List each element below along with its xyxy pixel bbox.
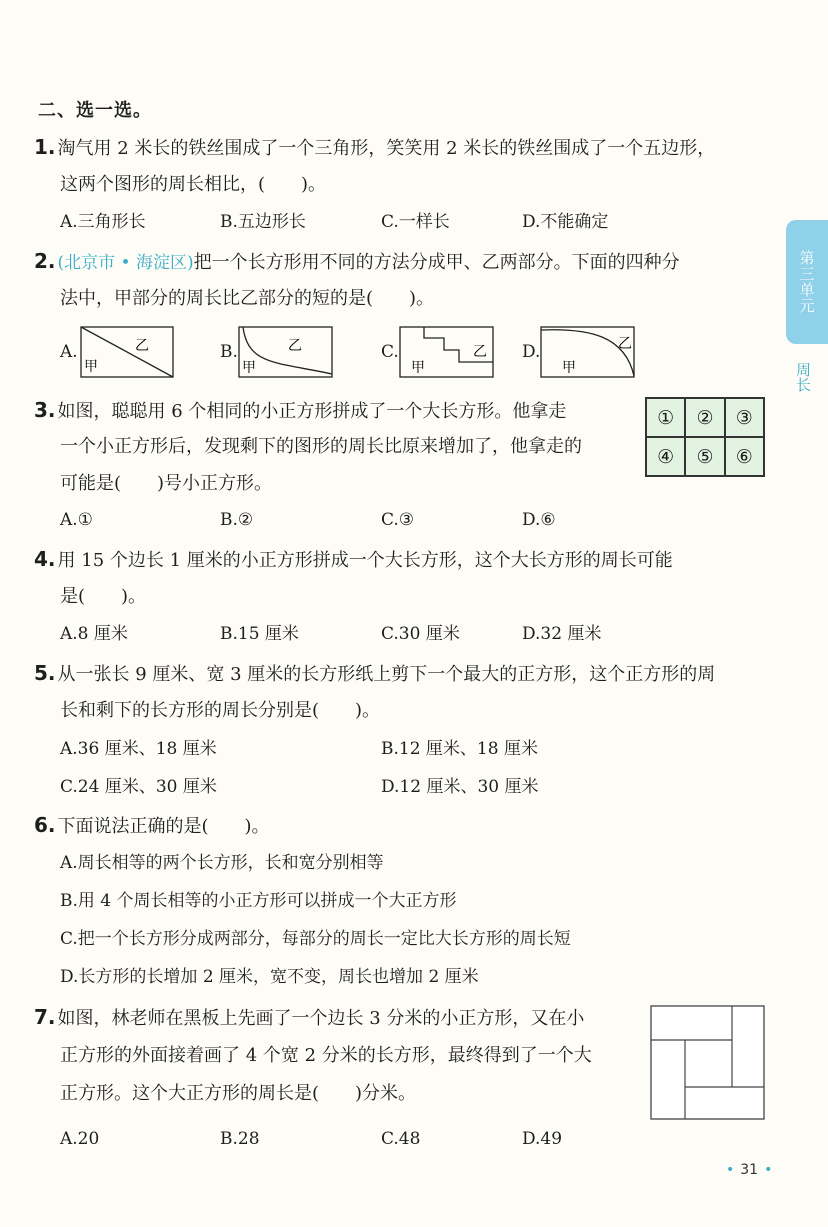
q6-option-a[interactable]: A.周长相等的两个长方形，长和宽分别相等 (60, 853, 384, 873)
q2d-yi-label: 乙 (618, 336, 632, 352)
q3-option-d[interactable]: D.⑥ (522, 510, 556, 530)
q2-option-d[interactable]: D. (522, 342, 541, 362)
q3-cell-5: ⑤ (685, 437, 724, 476)
q2-figure-d (540, 326, 636, 378)
q2-option-c[interactable]: C. (381, 342, 399, 362)
q6-option-d[interactable]: D.长方形的长增加 2 厘米，宽不变，周长也增加 2 厘米 (60, 967, 479, 987)
q7-option-c[interactable]: C.48 (381, 1129, 421, 1149)
q2b-yi-label: 乙 (288, 338, 302, 354)
q3-cell-2: ② (685, 398, 724, 437)
q5-line2: 长和剩下的长方形的周长分别是( )。 (60, 700, 381, 721)
q2-figure-a (80, 326, 175, 378)
q3-option-b[interactable]: B.② (220, 510, 254, 530)
q4-line1 (34, 547, 673, 573)
q7-line3: 正方形。这个大正方形的周长是( )分米。 (60, 1083, 417, 1104)
q7-option-a[interactable]: A.20 (60, 1129, 100, 1149)
q6-number: 6. (34, 813, 56, 837)
q6-text1: 下面说法正确的是( )。 (57, 816, 270, 837)
q2d-jia-label: 甲 (562, 360, 576, 376)
q4-text1: 用 15 个边长 1 厘米的小正方形拼成一个大长方形，这个大长方形的周长可能 (57, 550, 673, 571)
q3-cell-6: ⑥ (725, 437, 764, 476)
q2-option-a[interactable]: A. (60, 342, 78, 362)
q2-option-b[interactable]: B. (220, 342, 238, 362)
q1-option-c[interactable]: C.一样长 (381, 212, 450, 232)
unit-tab-label: 第三单元 (797, 250, 816, 314)
unit-tab[interactable] (786, 220, 828, 344)
q2-text1: 把一个长方形用不同的方法分成甲、乙两部分。下面的四种分 (193, 252, 680, 273)
q3-line2: 一个小正方形后，发现剩下的图形的周长比原来增加了，他拿走的 (60, 436, 582, 457)
page-dot-right: • (764, 1162, 773, 1178)
q7-square-figure (650, 1005, 766, 1121)
q2-source: (北京市 • 海淀区) (57, 253, 194, 273)
q1-option-a[interactable]: A.三角形长 (60, 212, 146, 232)
q1-option-d[interactable]: D.不能确定 (522, 212, 609, 232)
q3-number: 3. (34, 398, 56, 422)
q7-option-d[interactable]: D.49 (522, 1129, 563, 1149)
page-dot-left: • (726, 1162, 735, 1178)
q3-text1: 如图，聪聪用 6 个相同的小正方形拼成了一个大长方形。他拿走 (57, 401, 567, 422)
q5-option-b[interactable]: B.12 厘米、18 厘米 (381, 739, 538, 759)
q6-option-c[interactable]: C.把一个长方形分成两部分，每部分的周长一定比大长方形的周长短 (60, 929, 571, 949)
q4-option-d[interactable]: D.32 厘米 (522, 624, 602, 644)
q6-option-b[interactable]: B.用 4 个周长相等的小正方形可以拼成一个大正方形 (60, 891, 457, 911)
q4-option-b[interactable]: B.15 厘米 (220, 624, 299, 644)
q5-option-a[interactable]: A.36 厘米、18 厘米 (60, 739, 217, 759)
q3-option-c[interactable]: C.③ (381, 510, 415, 530)
q4-option-c[interactable]: C.30 厘米 (381, 624, 460, 644)
q5-line1 (34, 661, 715, 687)
q7-line1 (34, 1005, 584, 1031)
q1-line1 (34, 135, 715, 161)
q6-line1 (34, 813, 270, 839)
page-number (720, 1162, 778, 1178)
q2-line2: 法中，甲部分的周长比乙部分的短的是( )。 (60, 288, 435, 309)
q2c-yi-label: 乙 (473, 344, 487, 360)
page-number-text: 31 (740, 1162, 759, 1178)
q7-text1: 如图，林老师在黑板上先画了一个边长 3 分米的小正方形，又在小 (57, 1008, 585, 1029)
q4-number: 4. (34, 547, 56, 571)
q7-line2: 正方形的外面接着画了 4 个宽 2 分米的长方形，最终得到了一个大 (60, 1045, 592, 1066)
q2c-jia-label: 甲 (411, 360, 425, 376)
q2-line1 (34, 249, 680, 275)
q2b-jia-label: 甲 (242, 360, 256, 376)
q1-number: 1. (34, 135, 56, 159)
q1-text1: 淘气用 2 米长的铁丝围成了一个三角形，笑笑用 2 米长的铁丝围成了一个五边形， (57, 138, 716, 159)
q3-cell-4: ④ (646, 437, 685, 476)
q1-line2: 这两个图形的周长相比，( )。 (60, 174, 327, 195)
q5-text1: 从一张长 9 厘米、宽 3 厘米的长方形纸上剪下一个最大的正方形，这个正方形的周 (57, 664, 716, 685)
q4-option-a[interactable]: A.8 厘米 (60, 624, 128, 644)
q2-figure-c (399, 326, 495, 378)
q2a-yi-label: 乙 (135, 338, 149, 354)
q5-option-c[interactable]: C.24 厘米、30 厘米 (60, 777, 217, 797)
q1-option-b[interactable]: B.五边形长 (220, 212, 306, 232)
q3-option-a[interactable]: A.① (60, 510, 93, 530)
unit-topic-label: 周长 (794, 362, 812, 392)
q7-option-b[interactable]: B.28 (220, 1129, 260, 1149)
q5-option-d[interactable]: D.12 厘米、30 厘米 (381, 777, 539, 797)
q3-cell-1: ① (646, 398, 685, 437)
section-title: 二、选一选。 (38, 100, 152, 121)
q2-figure-b (238, 326, 334, 378)
q3-square-grid (645, 397, 765, 477)
q2a-jia-label: 甲 (84, 359, 98, 375)
q5-number: 5. (34, 661, 56, 685)
q2-number: 2. (34, 249, 56, 273)
q7-number: 7. (34, 1005, 56, 1029)
q3-cell-3: ③ (725, 398, 764, 437)
q3-line1 (34, 398, 566, 424)
q3-line3: 可能是( )号小正方形。 (60, 473, 273, 494)
q4-line2: 是( )。 (60, 586, 147, 607)
